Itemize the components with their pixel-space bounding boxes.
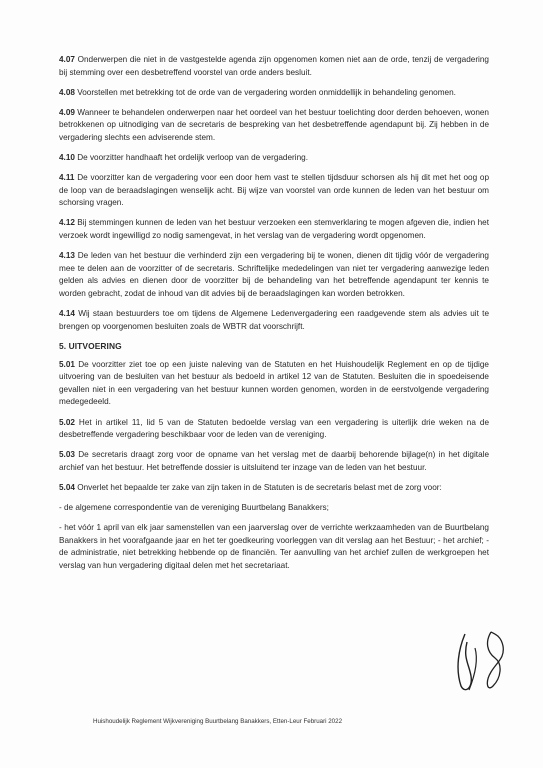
paragraph-4-0	[59, 54, 489, 79]
handwritten-signature	[445, 628, 525, 696]
article-text: De leden van het bestuur die verhinderd zijn een vergadering bij te wonen, dienen dit tijdig vóór de vergadering mee te delen aan de voorzitter of de secretaris. Schriftelijke mededelingen van niet ter vergadering aanwezige leden gelden als advies en dienen door de voorzitter bij de behandeling van het betreffende agendapunt ter kennis te worden gebracht, zodat de inhoud van dit advies bij de beraadslagingen kan worden betrokken.	[59, 251, 489, 298]
paragraph-4-4	[59, 172, 489, 210]
article-4-paragraphs	[59, 54, 489, 333]
article-text: Het in artikel 11, lid 5 van de Statuten bedoelde verslag van een vergadering is uiterlijk drie weken na de desbetreffende vergadering beschikbaar voor de leden van de vereniging.	[59, 417, 489, 440]
article-text: De voorzitter kan de vergadering voor een door hem vast te stellen tijdsduur schorsen als hij dit met het oog op de loop van de beraadslagingen wenselijk acht. Bij wijze van voorstel van orde kunnen de leden van het bestuur om schorsing vragen.	[59, 173, 489, 208]
document-body	[59, 54, 489, 580]
article-text: Bij stemmingen kunnen de leden van het bestuur verzoeken een stemverklaring te mogen afgeven die, indien het verzoek wordt ingewilligd zo nodig samengevat, in het verslag van de vergadering wordt opgenomen.	[59, 218, 489, 241]
article-text: Wanneer te behandelen onderwerpen naar het oordeel van het bestuur toelichting door derden behoeven, wonen betrokkenen op uitnodiging van de secretaris de bespreking van het desbetreffende agendapunt bij. Zij hebben in de vergadering slechts een adviserende stem.	[59, 107, 489, 142]
section-heading: 5. UITVOERING	[59, 340, 122, 351]
article-number: 4.07	[59, 55, 75, 64]
article-text: Voorstellen met betrekking tot de orde van de vergadering worden onmiddellijk in behandeling genomen.	[74, 87, 456, 97]
article-text: - het vóór 1 april van elk jaar samenstellen van een jaarverslag over de verrichte werkzaamheden van de Buurtbelang Banakkers in het voorafgaande jaar en het ter goedkeuring voorleggen van dit verslag aan het Bestuur; - het archief; - de administratie, niet betrekking hebbende op de financiën. Ter aanvulling van het archief zullen de werkgroepen het verslag van hun vergadering digitaal delen met het secretariaat.	[59, 523, 489, 570]
paragraph-5-5	[59, 522, 489, 572]
article-number: 5.01	[59, 359, 75, 369]
paragraph-5-1	[59, 417, 489, 442]
article-text: De voorzitter handhaaft het ordelijk verloop van de vergadering.	[74, 153, 308, 163]
article-text: Onderwerpen die niet in de vastgestelde agenda zijn opgenomen komen niet aan de orde, tenzij de vergadering bij stemming over een desbetreffend voorstel van orde anders besluit.	[59, 55, 489, 77]
paragraph-4-7	[59, 308, 489, 333]
paragraph-5-3	[59, 482, 489, 495]
article-text: - de algemene correspondentie van de vereniging Buurtbelang Banakkers;	[59, 503, 329, 513]
paragraph-4-5	[59, 217, 489, 242]
article-5-paragraphs	[59, 359, 489, 573]
article-number: 5.03	[59, 450, 75, 460]
page-footer: Huishoudelijk Reglement Wijkvereniging Buurtbelang Banakkers, Etten-Leur Februari 2022	[93, 718, 343, 725]
paragraph-4-3	[59, 152, 489, 165]
paragraph-4-1	[59, 87, 489, 100]
article-number: 4.12	[59, 218, 75, 228]
article-number: 5.04	[59, 482, 75, 492]
paragraph-5-4	[59, 502, 489, 515]
article-number: 4.09	[59, 107, 75, 117]
article-text: De secretaris draagt zorg voor de opname van het verslag met de daarbij behorende bijlage(n) in het digitale archief van het bestuur. Het betreffende dossier is uitsluitend ter inzage van de leden van het bestuur.	[59, 450, 489, 472]
article-number: 4.13	[59, 251, 75, 261]
article-number: 5.02	[59, 417, 75, 427]
article-number: 4.14	[59, 309, 75, 318]
article-number: 4.08	[59, 87, 75, 97]
paragraph-5-0	[59, 359, 489, 409]
paragraph-5-2	[59, 449, 489, 474]
article-number: 4.11	[59, 173, 75, 183]
article-text: De voorzitter ziet toe op een juiste naleving van de Statuten en het Huishoudelijk Reglement en op de tijdige uitvoering van de besluiten van het bestuur als bedoeld in artikel 12 van de Statuten. Besluiten die in spoedeisende gevallen niet in een vergadering van het bestuur kunnen worden genomen, worden in de eerstvolgende vergadering medegedeeld.	[59, 359, 489, 407]
paragraph-4-2	[59, 107, 489, 145]
article-number: 4.10	[59, 153, 75, 163]
article-text: Wij staan bestuurders toe om tijdens de Algemene Ledenvergadering een raadgevende stem als advies uit te brengen op voorgenomen besluiten zoals de WBTR dat voorschrijft.	[59, 309, 489, 331]
paragraph-4-6	[59, 250, 489, 300]
article-text: Onverlet het bepaalde ter zake van zijn taken in de Statuten is de secretaris belast met de zorg voor:	[74, 482, 442, 492]
